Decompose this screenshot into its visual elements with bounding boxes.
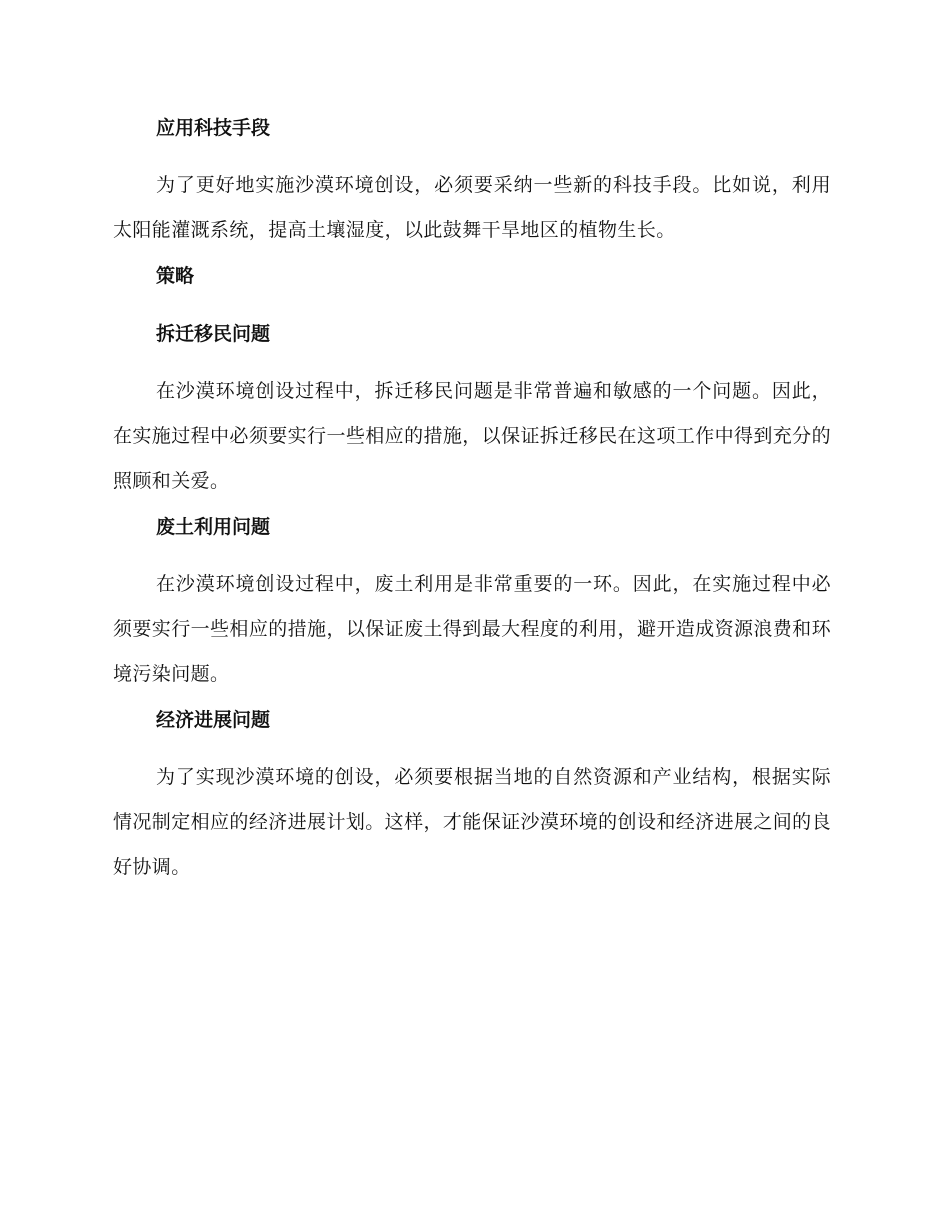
section-paragraph-economy: 为了实现沙漠环境的创设，必须要根据当地的自然资源和产业结构，根据实际情况制定相应的经济进展计划。这样，才能保证沙漠环境的创设和经济进展之间的良好协调。 [113, 766, 831, 878]
section-heading-waste-soil: 废土利用问题 [156, 516, 271, 538]
section-heading-relocation: 拆迁移民问题 [156, 323, 271, 345]
section-heading-economy: 经济进展问题 [156, 709, 271, 731]
section-paragraph-waste-soil: 在沙漠环境创设过程中，废土利用是非常重要的一环。因此，在实施过程中必须要实行一些相应的措施，以保证废土得到最大程度的利用，避开造成资源浪费和环境污染问题。 [113, 573, 831, 685]
section-paragraph-tech: 为了更好地实施沙漠环境创设，必须要采纳一些新的科技手段。比如说，利用太阳能灌溉系统，提高土壤湿度，以此鼓舞干旱地区的植物生长。 [113, 174, 831, 241]
section-heading-strategy: 策略 [156, 265, 195, 287]
document-page [113, 105, 831, 890]
section-heading-tech: 应用科技手段 [156, 117, 271, 139]
section-paragraph-relocation: 在沙漠环境创设过程中，拆迁移民问题是非常普遍和敏感的一个问题。因此，在实施过程中必须要实行一些相应的措施，以保证拆迁移民在这项工作中得到充分的照顾和关爱。 [113, 380, 831, 492]
